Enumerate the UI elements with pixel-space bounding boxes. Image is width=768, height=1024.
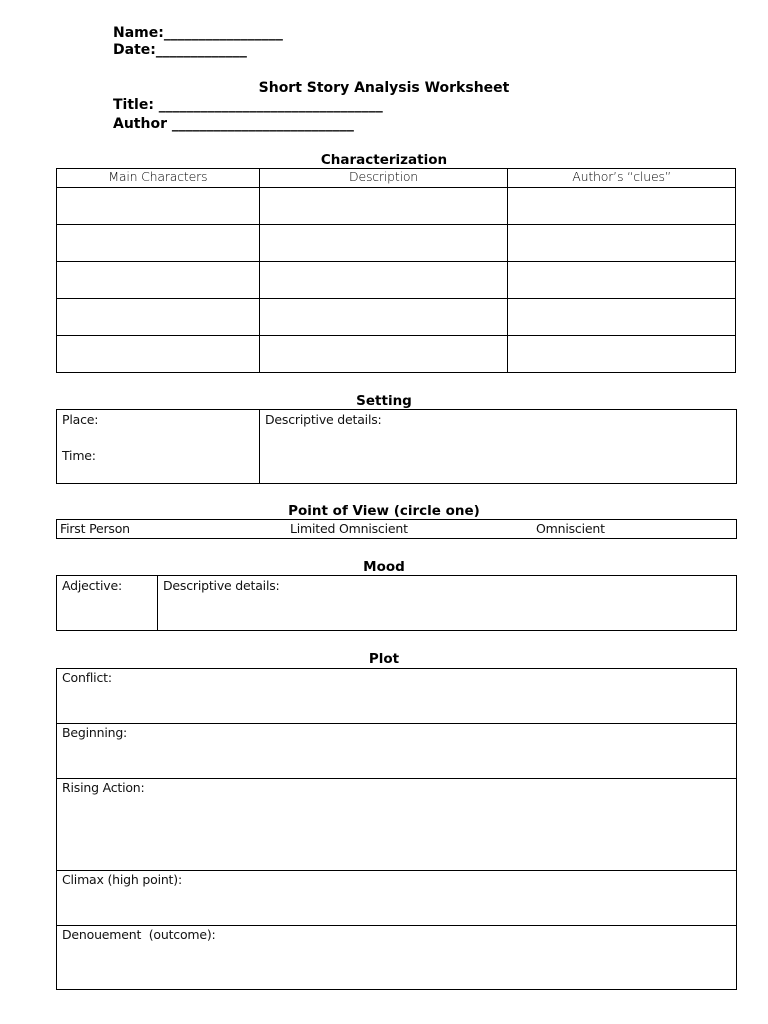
plot-rising-action-label: Rising Action:: [62, 780, 145, 795]
plot-denouement-input[interactable]: [57, 941, 736, 989]
plot-conflict-label: Conflict:: [62, 670, 112, 685]
description-cell[interactable]: [259, 262, 508, 299]
setting-heading: Setting: [356, 393, 412, 409]
plot-divider: [56, 870, 737, 871]
characterization-header-row: [57, 169, 736, 188]
clues-cell[interactable]: [508, 225, 736, 262]
column-header-description: Description: [259, 169, 508, 188]
clues-cell[interactable]: [508, 299, 736, 336]
pov-option-first-person[interactable]: First Person: [60, 521, 130, 536]
character-cell[interactable]: [57, 262, 260, 299]
setting-details-input[interactable]: [260, 425, 736, 483]
plot-beginning-label: Beginning:: [62, 725, 128, 740]
table-row: [57, 336, 736, 373]
point-of-view-heading: Point of View (circle one): [288, 503, 480, 519]
plot-climax-input[interactable]: [57, 886, 736, 924]
plot-climax-label: Climax (high point):: [62, 872, 182, 887]
characterization-heading: Characterization: [320, 152, 448, 168]
table-row: [57, 299, 736, 336]
mood-details-input[interactable]: [158, 592, 736, 630]
plot-conflict-input[interactable]: [57, 684, 736, 722]
column-header-authors-clues: Author’s “clues”: [508, 169, 736, 188]
plot-heading: Plot: [368, 651, 400, 667]
mood-adjective-label: Adjective:: [62, 578, 122, 593]
plot-rising-action-input[interactable]: [57, 794, 736, 869]
plot-divider: [56, 723, 737, 724]
character-cell[interactable]: [57, 299, 260, 336]
author-field-label[interactable]: Author __________________________: [113, 116, 354, 132]
characterization-table: [56, 168, 736, 373]
plot-denouement-label: Denouement (outcome):: [62, 927, 216, 942]
table-row: [57, 188, 736, 225]
story-title-field-label[interactable]: Title: ________________________________: [113, 97, 383, 113]
character-cell[interactable]: [57, 188, 260, 225]
plot-divider: [56, 778, 737, 779]
pov-option-omniscient[interactable]: Omniscient: [536, 521, 605, 536]
pov-option-limited-omniscient[interactable]: Limited Omniscient: [290, 521, 408, 536]
mood-heading: Mood: [363, 559, 405, 575]
plot-beginning-input[interactable]: [57, 739, 736, 777]
mood-adjective-input[interactable]: [57, 592, 157, 630]
description-cell[interactable]: [259, 336, 508, 373]
setting-details-label: Descriptive details:: [265, 412, 382, 427]
description-cell[interactable]: [259, 225, 508, 262]
clues-cell[interactable]: [508, 336, 736, 373]
clues-cell[interactable]: [508, 188, 736, 225]
character-cell[interactable]: [57, 225, 260, 262]
character-cell[interactable]: [57, 336, 260, 373]
name-field-label[interactable]: Name:_________________: [113, 25, 283, 41]
column-header-main-characters: Main Characters: [57, 169, 260, 188]
table-row: [57, 262, 736, 299]
description-cell[interactable]: [259, 188, 508, 225]
setting-place-time-input[interactable]: [57, 425, 259, 483]
table-row: [57, 225, 736, 262]
setting-time-label: Time:: [62, 448, 96, 463]
clues-cell[interactable]: [508, 262, 736, 299]
date-field-label[interactable]: Date:_____________: [113, 42, 247, 58]
setting-place-label: Place:: [62, 412, 99, 427]
plot-divider: [56, 925, 737, 926]
description-cell[interactable]: [259, 299, 508, 336]
worksheet-title: Short Story Analysis Worksheet: [258, 80, 510, 96]
mood-details-label: Descriptive details:: [163, 578, 280, 593]
